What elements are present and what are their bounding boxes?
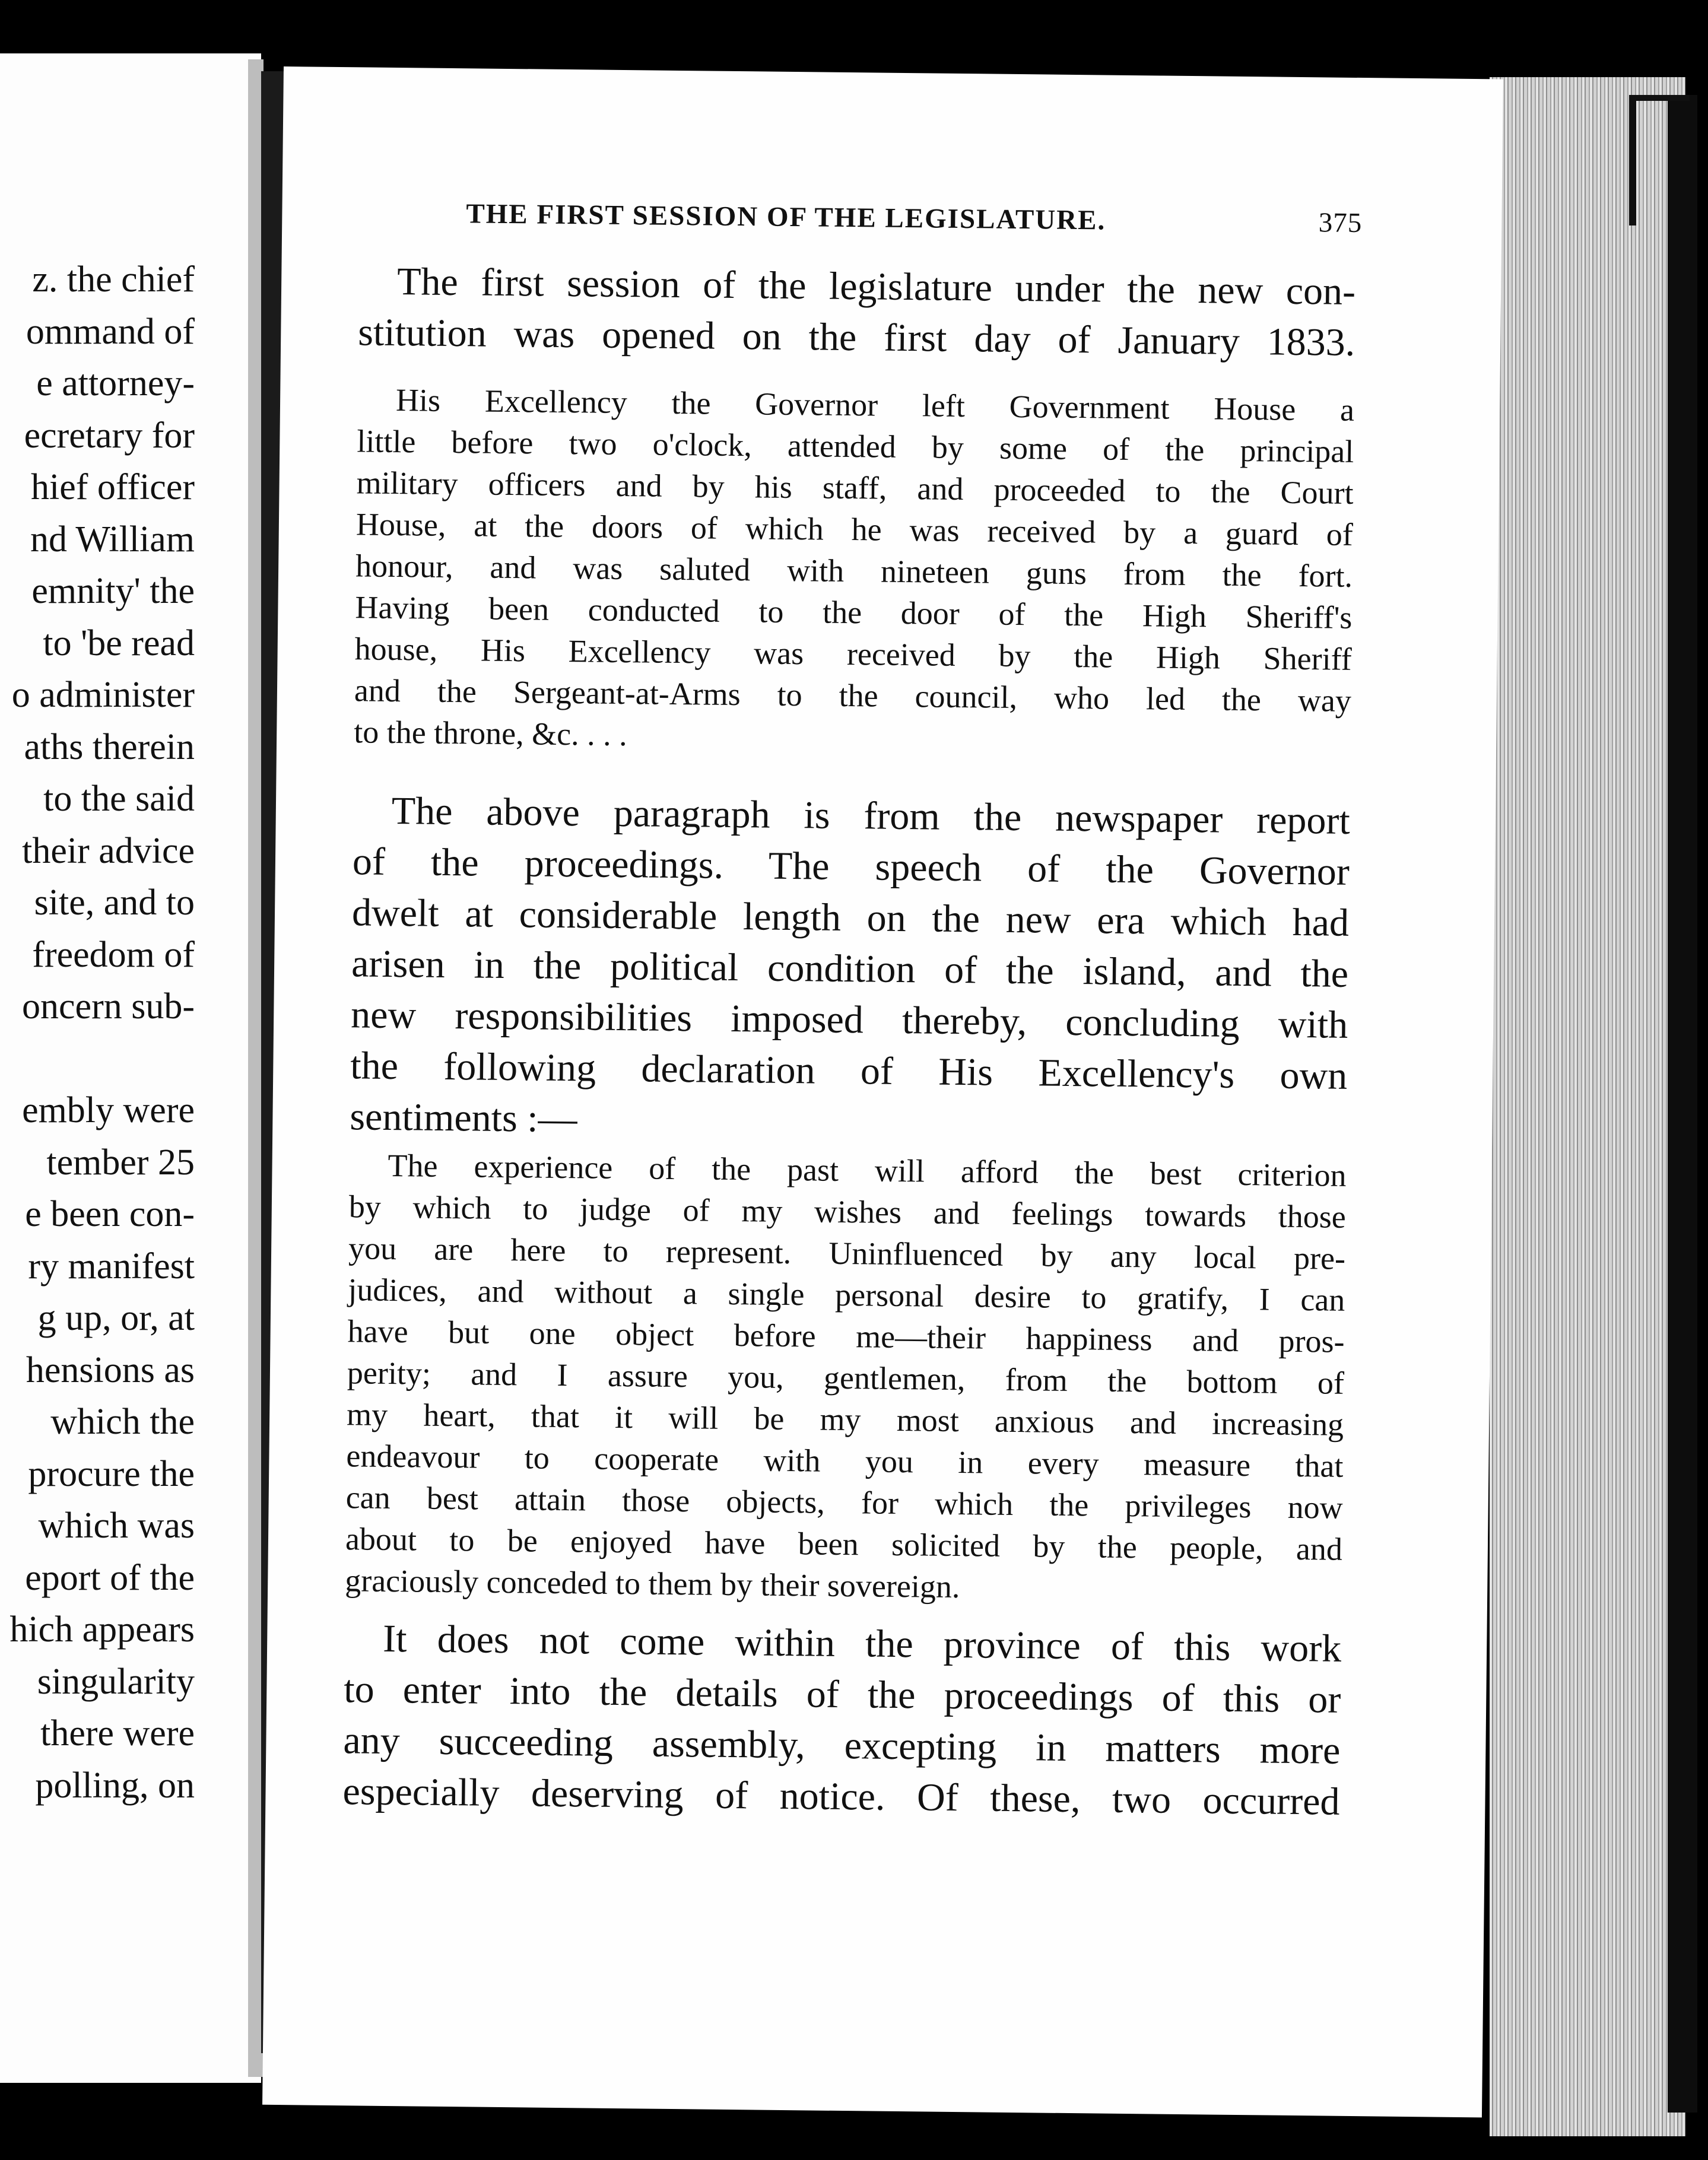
page-number: 375	[1318, 207, 1363, 239]
text-line: to enter into the details of the proceedings of this or	[343, 1667, 1341, 1721]
text-line: of the proceedings. The speech of the Governor	[352, 840, 1350, 894]
facing-page-line: z. the chief	[32, 259, 195, 300]
header-title: THE FIRST SESSION OF THE LEGISLATURE.	[466, 198, 1106, 236]
paragraph-report	[350, 785, 1350, 1153]
main-page	[262, 66, 1503, 2117]
text-line: dwelt at considerable length on the new era which had	[351, 891, 1350, 945]
text-line: the following declaration of His Excellency's own	[350, 1044, 1348, 1098]
facing-page-line: hensions as	[26, 1350, 195, 1390]
facing-page-line: embly were	[22, 1090, 195, 1130]
text-line: can best attain those objects, for which the privileges now	[345, 1479, 1343, 1526]
facing-page-line: which was	[38, 1505, 195, 1546]
facing-page-line: freedom of	[32, 935, 195, 975]
quote-speech	[345, 1144, 1347, 1612]
facing-page-line: hich appears	[9, 1609, 195, 1650]
clip-mark	[1629, 95, 1690, 225]
text-line: perity; and I assure you, gentlemen, from the bottom of	[347, 1355, 1345, 1401]
facing-page-line: o administer	[11, 675, 195, 715]
facing-page-line: to the said	[43, 779, 195, 819]
text-line: little before two o'clock, attended by some of the principal	[357, 423, 1354, 469]
text-line: endeavour to cooperate with you in every measure that	[346, 1438, 1344, 1484]
text-line: have but one object before me—their happiness and pros-	[347, 1313, 1345, 1359]
text-line: military officers and by his staff, and proceeded to the Court	[356, 465, 1354, 511]
text-line: to the throne, &c. . . .	[353, 714, 627, 753]
facing-page-line: g up, or, at	[37, 1298, 195, 1338]
book-cover-edge	[1668, 95, 1697, 2113]
text-line: stitution was opened on the first day of January 1833.	[357, 310, 1355, 364]
text-line: The experience of the past will afford the best criterion	[388, 1147, 1347, 1193]
facing-page-line: there were	[40, 1713, 195, 1754]
text-line: His Excellency the Governor left Government House a	[395, 382, 1355, 428]
text-line: It does not come within the province of this work	[382, 1616, 1342, 1670]
facing-page-line: e been con-	[25, 1194, 195, 1234]
facing-page-line: e attorney-	[36, 363, 195, 404]
facing-page-line: site, and to	[34, 882, 195, 923]
text-line: sentiments :—	[350, 1095, 577, 1141]
facing-page	[0, 53, 261, 2083]
running-header	[466, 198, 1362, 239]
text-line: The first session of the legislature under the new con-	[396, 260, 1356, 313]
text-line: graciously conceded to them by their sovereign.	[344, 1562, 960, 1605]
text-line: judices, and without a single personal desire to gratify, I can	[348, 1272, 1345, 1318]
facing-page-line: emnity' the	[31, 571, 195, 611]
facing-page-line: ry manifest	[28, 1246, 195, 1287]
facing-page-line: nd William	[30, 519, 195, 560]
text-line: by which to judge of my wishes and feelings towards those	[348, 1189, 1347, 1235]
text-line: arisen in the political condition of the island, and the	[351, 942, 1349, 996]
quote-ceremony	[354, 379, 1355, 763]
text-line: house, His Excellency was received by the High Sheriff	[354, 631, 1352, 677]
paragraph-closing	[342, 1613, 1342, 1828]
text-line: my heart, that it will be my most anxious and increasing	[346, 1396, 1344, 1443]
text-line: new responsibilities imposed thereby, concluding with	[350, 993, 1348, 1047]
facing-page-line: oncern sub-	[22, 986, 195, 1027]
facing-page-line: to 'be read	[43, 623, 195, 663]
paragraph-intro	[358, 256, 1356, 369]
text-line: Having been conducted to the door of the High Sheriff's	[355, 589, 1353, 636]
text-line: you are here to represent. Uninfluenced by any local pre-	[348, 1230, 1346, 1276]
facing-page-line: ecretary for	[24, 415, 195, 456]
text-line: and the Sergeant-at-Arms to the council, who led the way	[354, 672, 1352, 719]
text-line: House, at the doors of which he was received by a guard of	[355, 506, 1354, 552]
text-line: The above paragraph is from the newspaper report	[391, 789, 1351, 843]
text-line: any succeeding assembly, excepting in matters more	[343, 1719, 1341, 1773]
facing-page-line: eport of the	[25, 1558, 195, 1598]
facing-page-line: polling, on	[35, 1765, 195, 1806]
text-line: honour, and was saluted with nineteen guns from the fort.	[355, 548, 1353, 594]
facing-page-line: singularity	[37, 1662, 195, 1702]
facing-page-line: procure the	[28, 1454, 195, 1494]
page-edges	[1490, 77, 1685, 2136]
facing-page-line: which the	[50, 1402, 195, 1442]
facing-page-line: their advice	[22, 831, 195, 871]
facing-page-line: tember 25	[46, 1142, 195, 1183]
text-line: about to be enjoyed have been solicited by the people, and	[345, 1521, 1343, 1567]
facing-page-line: hief officer	[31, 467, 195, 507]
text-line: especially deserving of notice. Of these, two occurred	[342, 1770, 1340, 1824]
facing-page-line: aths therein	[24, 727, 195, 767]
facing-page-line: ommand of	[26, 312, 195, 352]
